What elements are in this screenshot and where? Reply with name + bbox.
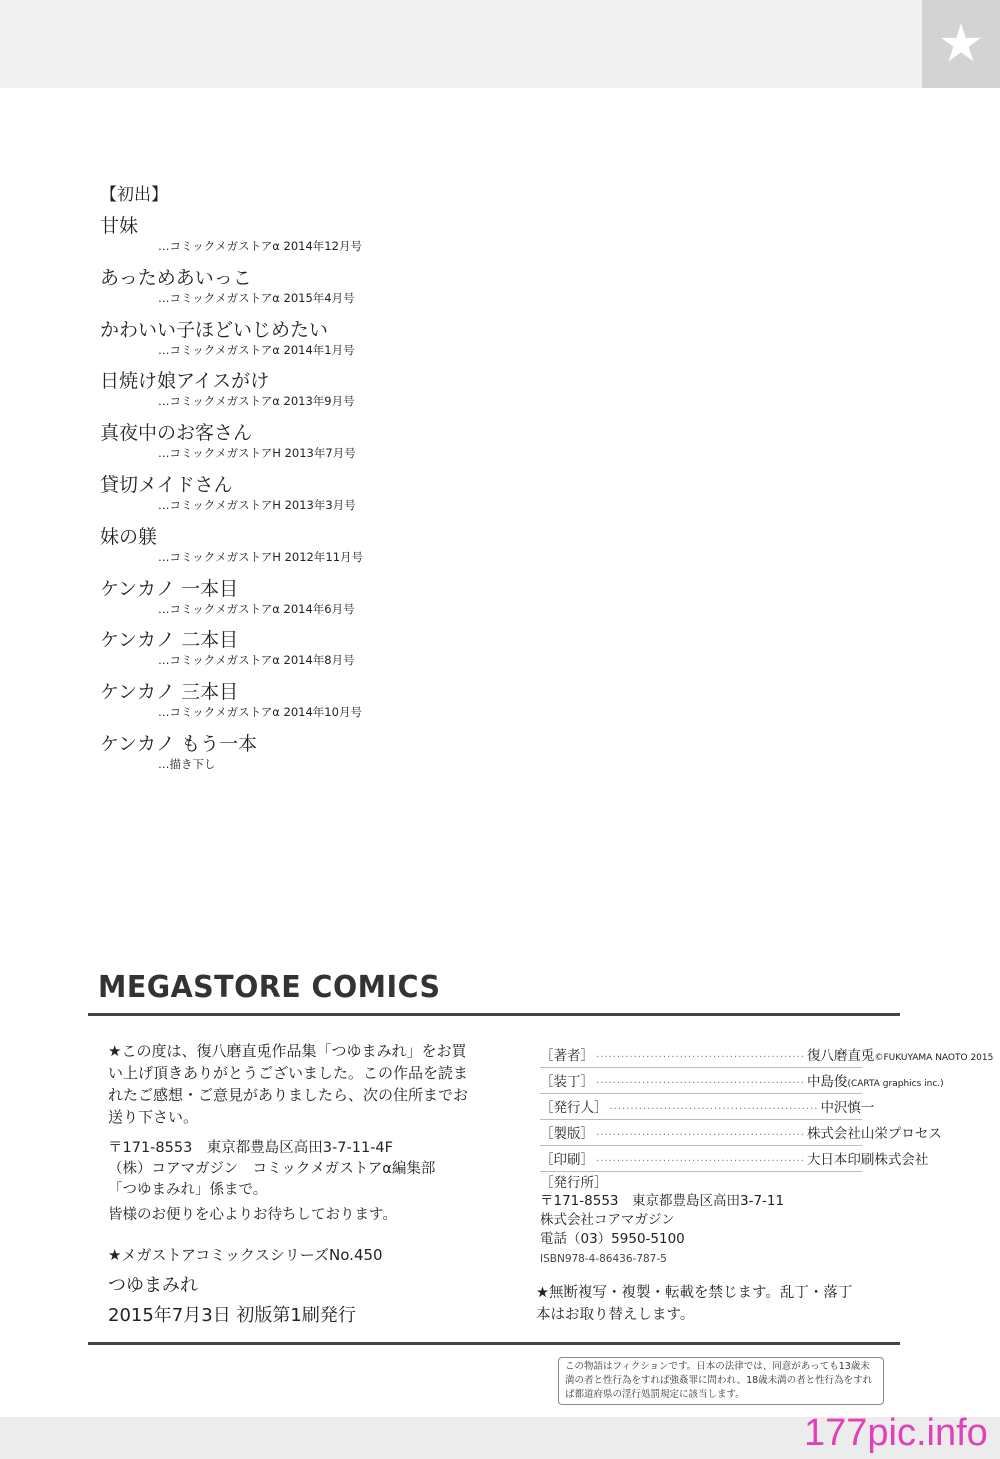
copy-notice: ★無断複写・複製・転載を禁じます。乱丁・落丁本はお取り替えします。 [536,1285,853,1323]
leader-dots: ·················································· [596,1156,805,1167]
credit-label: ［製版］ [540,1126,594,1142]
list-item [100,265,520,317]
list-item [100,368,520,420]
story-title: 真夜中のお客さん [100,422,253,445]
credit-row [540,1070,944,1094]
series-number: ★メガストアコミックスシリーズNo.450 [108,1246,383,1264]
credit-row [540,1044,994,1068]
list-item [100,731,520,783]
divider [88,1013,900,1016]
leader-dots: ·················································· [596,1078,805,1089]
credit-label: ［著者］ [540,1048,594,1064]
credit-note: (CARTA graphics inc.) [847,1079,944,1089]
credit-value: 大日本印刷株式会社 [806,1152,929,1168]
credit-label: ［発行人］ [540,1100,608,1116]
story-title: ケンカノ 一本目 [100,577,239,600]
credit-row [540,1096,875,1120]
address-line: 〒171-8553 東京都豊島区高田3-7-11-4F [108,1140,393,1156]
list-item [100,213,520,265]
story-source: …コミックメガストアH 2012年11月号 [158,549,364,564]
story-title: 貸切メイドさん [100,473,233,496]
story-source: …コミックメガストアα 2014年1月号 [158,342,355,357]
top-band [0,0,1000,88]
credits-block [540,1044,994,1269]
origins-list [100,213,520,783]
story-source: …コミックメガストアα 2014年8月号 [158,653,355,668]
story-source: …コミックメガストアα 2013年9月号 [158,394,355,409]
story-title: 日焼け娘アイスがけ [100,370,270,393]
message-text: ★この度は、復八磨直兎作品集「つゆまみれ」をお買い上げ頂きありがとうございました。この作品を読まれたご感想・ご意見がありましたら、次の住所までお送り下さい。 [108,1042,469,1126]
closing-text: 皆様のお便りを心よりお待ちしております。 [108,1207,397,1223]
fiction-notice-box [558,1357,884,1405]
list-item [100,472,520,524]
star-icon: ★ [937,14,985,74]
site-watermark: 177pic.info [804,1412,988,1454]
story-source: …コミックメガストアα 2014年12月号 [158,239,362,253]
story-source: …コミックメガストアH 2013年7月号 [158,446,356,461]
credit-value: 中沢慎一 [820,1100,875,1116]
story-source: …コミックメガストアα 2014年6月号 [158,601,355,616]
credit-value: 復八磨直兎 [806,1048,875,1064]
story-title: 妹の躾 [100,525,158,548]
story-source: …コミックメガストアH 2013年3月号 [158,497,356,512]
publisher-label: ［発行所］ [540,1175,608,1191]
mailing-address [108,1138,473,1201]
credit-value: 中島俊 [806,1074,848,1090]
leader-dots: ·················································· [609,1104,819,1115]
credit-row [540,1122,942,1146]
fiction-notice: この物語はフィクションです。日本の法律では、同意があっても13歳未満の者と性行為をすれば強姦罪に問われ、18歳未満の者と性行為をすれば都道府県の淫行処罰規定に該当します。 [565,1361,873,1400]
story-source: …コミックメガストアα 2014年10月号 [158,705,362,720]
reader-message-column [108,1040,473,1328]
publisher-info [540,1174,862,1269]
publisher-company: 株式会社コアマガジン [540,1212,675,1228]
origins-heading: 【初出】 [100,185,168,205]
story-source: …コミックメガストアα 2015年4月号 [158,290,355,305]
publisher-address: 〒171-8553 東京都豊島区高田3-7-11 [540,1193,785,1209]
list-item [100,627,520,679]
leader-dots: ·················································· [596,1052,805,1063]
credit-value: 株式会社山栄プロセス [806,1126,942,1142]
story-title: かわいい子ほどいじめたい [100,318,329,341]
list-item [100,576,520,628]
address-line: 「つゆまみれ」係まで。 [108,1182,268,1198]
list-item [100,317,520,369]
story-title: ケンカノ 三本目 [100,681,239,704]
credit-label: ［装丁］ [540,1074,594,1090]
credit-row [540,1148,929,1172]
story-source: …描き下し [158,756,216,771]
story-title: 甘妹 [100,215,139,237]
story-title: ケンカノ 二本目 [100,629,239,652]
story-title: ケンカノ もう一本 [100,732,258,755]
list-item [100,679,520,731]
credit-label: ［印刷］ [540,1152,594,1168]
leader-dots: ·················································· [596,1130,805,1141]
publish-date: 2015年7月3日 初版第1刷発行 [108,1305,356,1326]
list-item [100,524,520,576]
address-line: （株）コアマガジン コミックメガストアα編集部 [108,1161,436,1177]
publisher-phone: 電話（03）5950-5100 [540,1231,685,1247]
reader-message [108,1040,473,1128]
isbn: ISBN978-4-86436-787-5 [540,1253,667,1265]
corner-tab [922,0,1000,88]
list-item [100,420,520,472]
divider [88,1342,900,1345]
megastore-logo: MEGASTORE COMICS [98,970,441,1005]
book-title: つゆまみれ [108,1275,198,1296]
credit-note: ©FUKUYAMA NAOTO 2015 [874,1053,994,1063]
story-title: あっためあいっこ [100,266,252,289]
